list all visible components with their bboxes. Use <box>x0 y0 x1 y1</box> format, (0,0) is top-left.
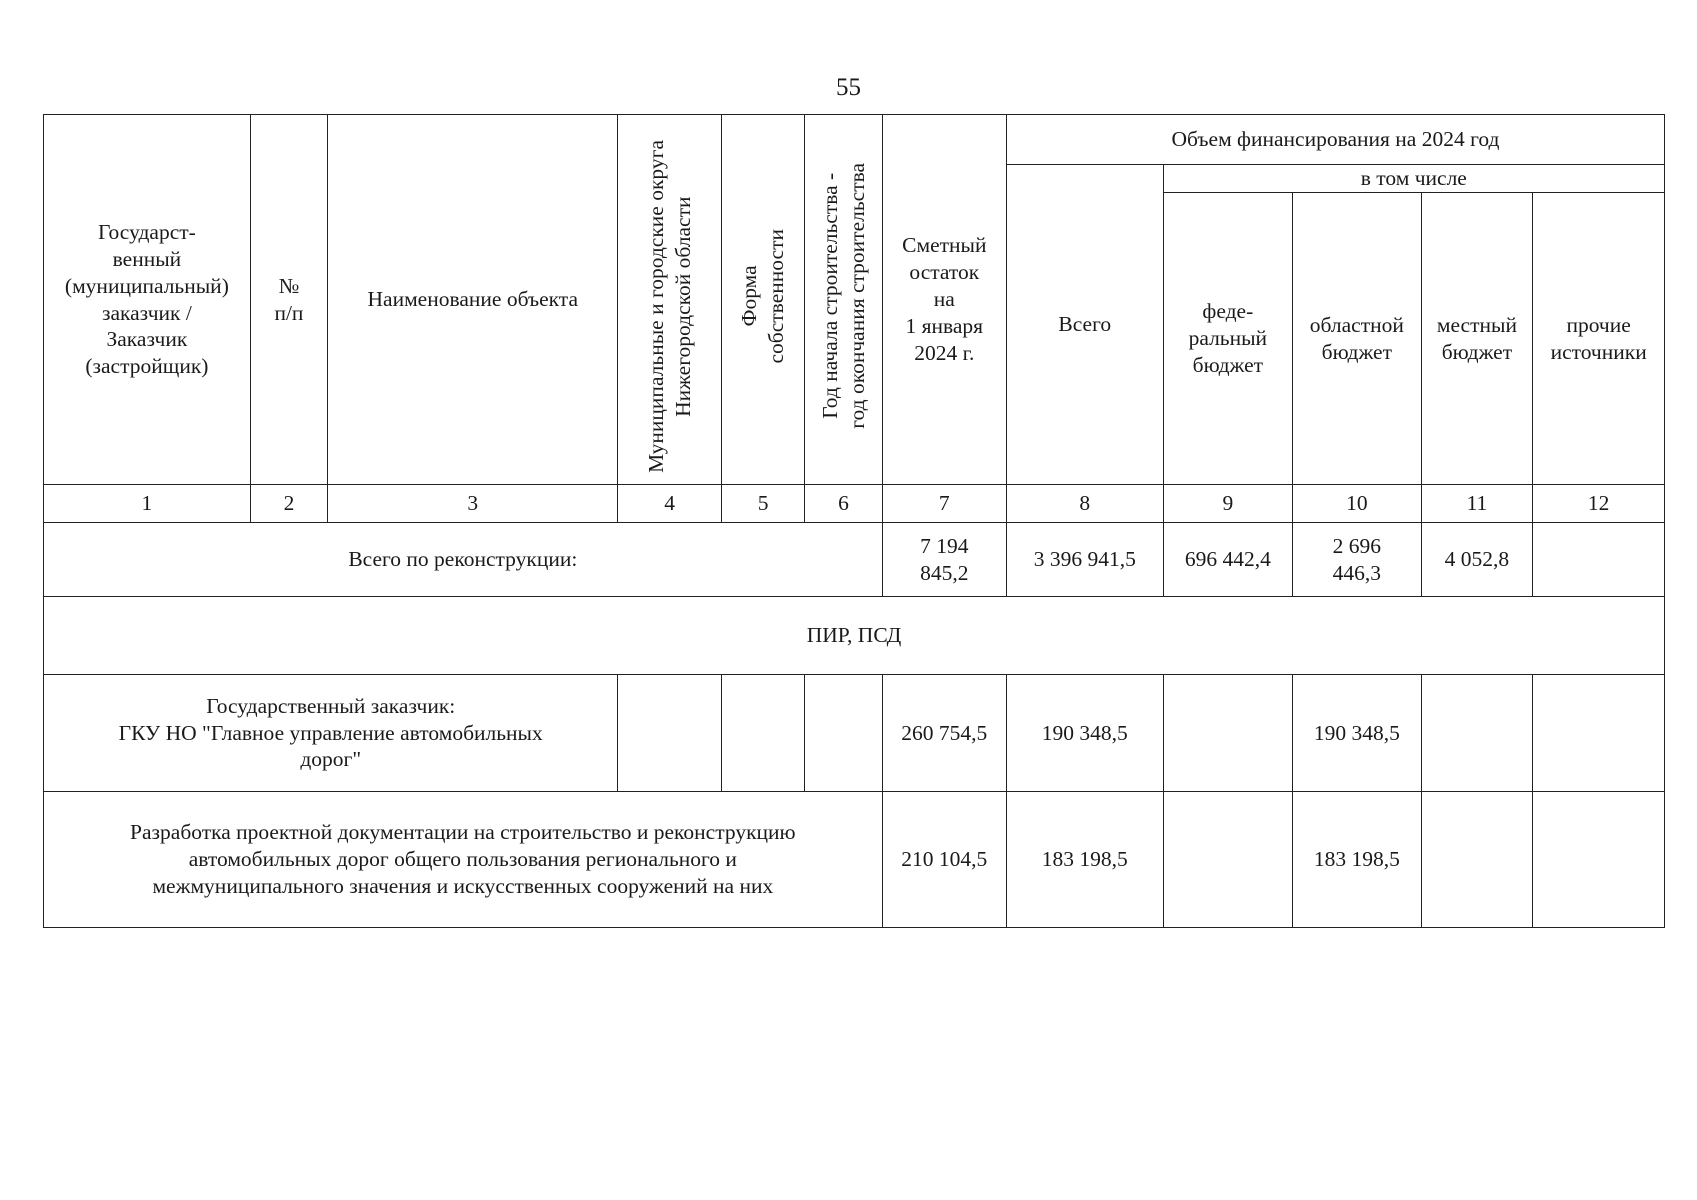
total-row-regional: 2 696 446,3 <box>1293 523 1421 597</box>
total-row-other <box>1533 523 1665 597</box>
column-number: 3 <box>328 485 618 523</box>
customer-row-label: Государственный заказчик: ГКУ НО "Главное управление автомобильных дорог" <box>44 675 618 792</box>
header-other: прочие источники <box>1533 193 1665 485</box>
total-row-federal: 696 442,4 <box>1163 523 1293 597</box>
customer-row-years <box>805 675 882 792</box>
header-object-name: Наименование объекта <box>328 115 618 485</box>
object-row-local <box>1421 792 1533 928</box>
object-row-total: 183 198,5 <box>1006 792 1163 928</box>
column-number: 10 <box>1293 485 1421 523</box>
page-number: 55 <box>836 74 861 101</box>
customer-row-districts <box>618 675 721 792</box>
customer-row-other <box>1533 675 1665 792</box>
column-number: 11 <box>1421 485 1533 523</box>
object-row-federal <box>1163 792 1293 928</box>
total-row <box>44 523 1665 597</box>
customer-row-regional: 190 348,5 <box>1293 675 1421 792</box>
header-total: Всего <box>1006 165 1163 485</box>
object-row <box>44 792 1665 928</box>
object-row-other <box>1533 792 1665 928</box>
total-row-estimate: 7 194 845,2 <box>882 523 1006 597</box>
customer-row <box>44 675 1665 792</box>
column-number: 9 <box>1163 485 1293 523</box>
column-number: 5 <box>721 485 805 523</box>
header-including: в том числе <box>1163 165 1664 193</box>
customer-row-estimate: 260 754,5 <box>882 675 1006 792</box>
column-number: 7 <box>882 485 1006 523</box>
total-row-local: 4 052,8 <box>1421 523 1533 597</box>
column-number: 2 <box>250 485 327 523</box>
column-number: 6 <box>805 485 882 523</box>
column-number: 12 <box>1533 485 1665 523</box>
column-number-row <box>44 485 1665 523</box>
header-regional: областной бюджет <box>1293 193 1421 485</box>
section-title: ПИР, ПСД <box>44 597 1665 675</box>
header-ownership: Форма собственности <box>721 115 805 485</box>
total-row-label: Всего по реконструкции: <box>44 523 883 597</box>
column-number: 8 <box>1006 485 1163 523</box>
header-number: № п/п <box>250 115 327 485</box>
customer-row-local <box>1421 675 1533 792</box>
header-funding: Объем финансирования на 2024 год <box>1006 115 1664 165</box>
header-local: местный бюджет <box>1421 193 1533 485</box>
header-customer: Государст- венный (муниципальный) заказчик / Заказчик (застройщик) <box>44 115 251 485</box>
header-years: Год начала строительства - год окончания строительства <box>805 115 882 485</box>
column-number: 4 <box>618 485 721 523</box>
customer-row-total: 190 348,5 <box>1006 675 1163 792</box>
section-row <box>44 597 1665 675</box>
header-estimate: Сметный остаток на 1 января 2024 г. <box>882 115 1006 485</box>
object-row-regional: 183 198,5 <box>1293 792 1421 928</box>
header-row-1 <box>44 115 1665 165</box>
total-row-total: 3 396 941,5 <box>1006 523 1163 597</box>
customer-row-ownership <box>721 675 805 792</box>
customer-row-federal <box>1163 675 1293 792</box>
object-row-estimate: 210 104,5 <box>882 792 1006 928</box>
header-districts: Муниципальные и городские округа Нижегородской области <box>618 115 721 485</box>
column-number: 1 <box>44 485 251 523</box>
financing-table <box>43 114 1665 928</box>
header-federal: феде- ральный бюджет <box>1163 193 1293 485</box>
object-row-label: Разработка проектной документации на строительство и реконструкцию автомобильных дорог общего пользования регионального и межмуниципального значения и искусственных сооружений на них <box>44 792 883 928</box>
